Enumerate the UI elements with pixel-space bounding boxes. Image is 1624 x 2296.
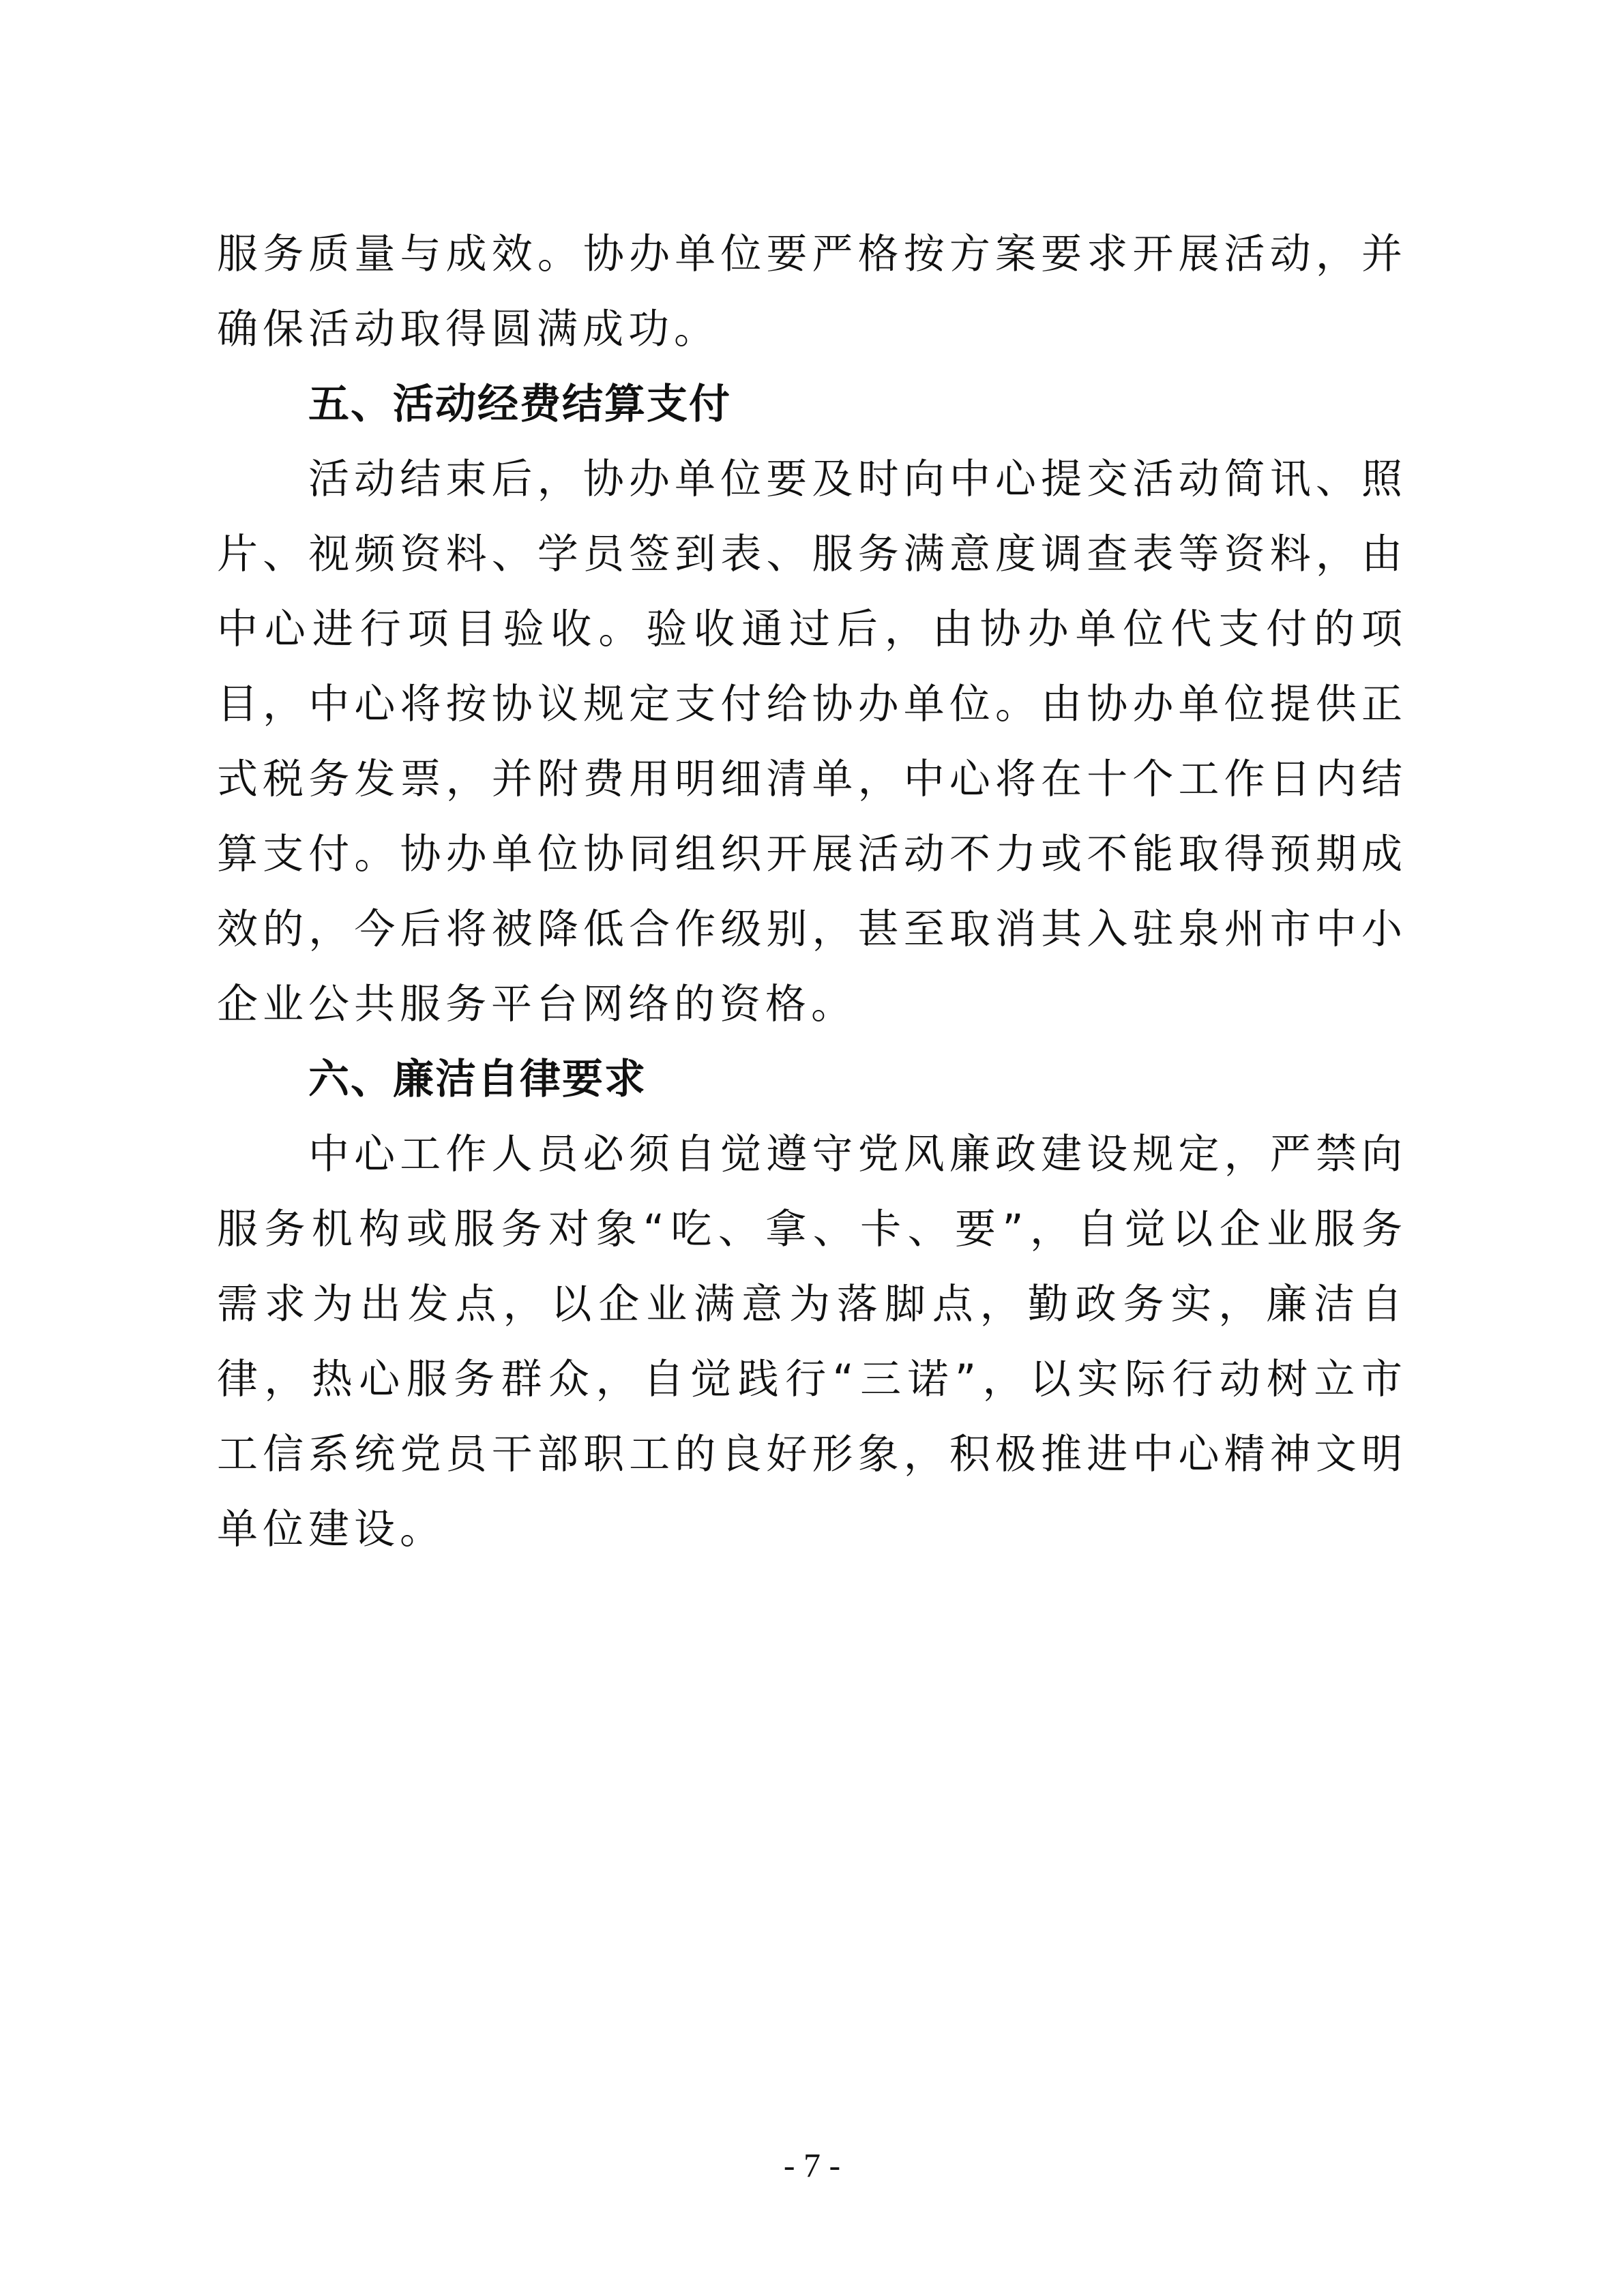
paragraph-funding-settlement: 活动结束后，协办单位要及时向中心提交活动简讯、照片、视频资料、学员签到表、服务满意度调查表等资料，由中心进行项目验收。验收通过后，由协办单位代支付的项目，中心将按协议规定支付给协办单位。由协办单位提供正式税务发票，并附费用明细清单，中心将在十个工作日内结算支付。协办单位协同组织开展活动不力或不能取得预期成效的，今后将被降低合作级别，甚至取消其入驻泉州市中小企业公共服务平台网络的资格。 — [217, 456, 1407, 1028]
paragraph-service-quality: 服务质量与成效。协办单位要严格按方案要求开展活动，并确保活动取得圆满成功。 — [217, 230, 1407, 353]
document-body — [217, 217, 1407, 1567]
paragraph-integrity-requirements: 中心工作人员必须自觉遵守党风廉政建设规定，严禁向服务机构或服务对象“吃、拿、卡、要”，自觉以企业服务需求为出发点，以企业满意为落脚点，勤政务实，廉洁自律，热心服务群众，自觉践行“三诺”，以实际行动树立市工信系统党员干部职工的良好形象，积极推进中心精神文明单位建设。 — [217, 1131, 1407, 1553]
section-heading-funding: 五、活动经费结算支付 — [308, 381, 731, 428]
section-heading-integrity: 六、廉洁自律要求 — [308, 1056, 647, 1103]
page-number: - 7 - — [783, 2146, 841, 2184]
